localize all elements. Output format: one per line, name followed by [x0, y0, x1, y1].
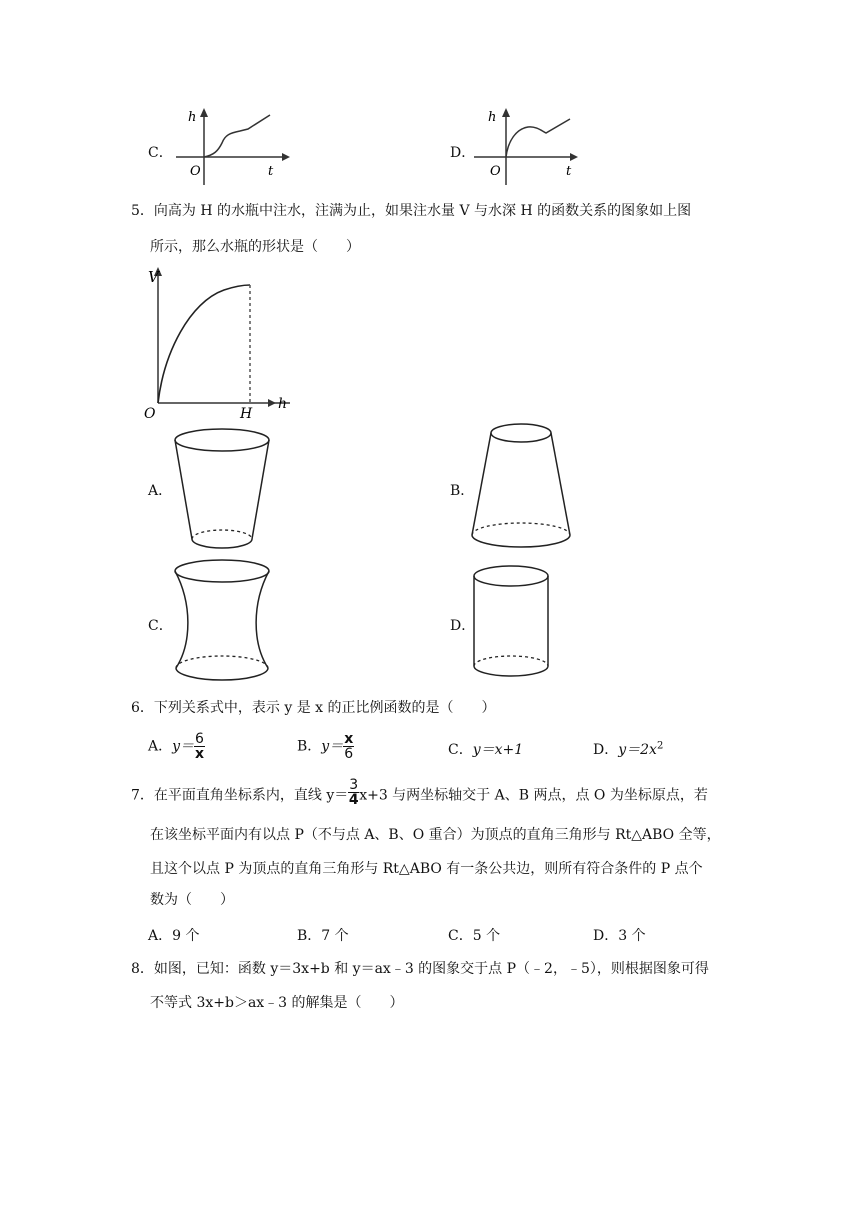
q6-option-c	[448, 739, 523, 759]
q6-stem: 6．下列关系式中，表示 y 是 x 的正比例函数的是（ ）	[131, 700, 496, 716]
q4c-axis-t: t	[268, 164, 274, 179]
q7-option-c: C．5 个	[448, 928, 501, 944]
q6-d-expr: y＝2x	[618, 742, 657, 758]
q6-a-lhs: y＝	[172, 738, 195, 755]
q4-option-c-label: C．	[148, 145, 173, 161]
q4d-origin: O	[490, 164, 501, 179]
q7-stem-line2: 在该坐标平面内有以点 P（不与点 A、B、O 重合）为顶点的直角三角形与 Rt△ABO 全等，	[150, 827, 721, 843]
q5-option-d-bottle	[470, 562, 560, 687]
q5-option-a-label: A．	[148, 483, 173, 499]
q5-option-c-bottle	[170, 558, 280, 688]
q7-stem-line3: 且这个以点 P 为顶点的直角三角形与 Rt△ABO 有一条公共边，则所有符合条件的 P 点个	[150, 861, 703, 877]
q8-stem-line2: 不等式 3x+b＞ax﹣3 的解集是（ ）	[150, 995, 404, 1011]
q6-b-lhs: y＝	[321, 738, 344, 755]
q6-b-label: B．	[297, 738, 322, 755]
q5-stem-line1: 5．向高为 H 的水瓶中注水，注满为止，如果注水量 V 与水深 H 的函数关系的图象如上图	[131, 203, 692, 219]
q5-option-c-label: C．	[148, 618, 173, 634]
q4c-axis-h: h	[188, 110, 197, 125]
q7-line1-a: 7．在平面直角坐标系内，直线 y＝	[131, 787, 349, 804]
q6-d-label: D．	[593, 742, 619, 758]
q6-c-expr: y＝x+1	[472, 742, 524, 758]
q7-fraction: $\frac{3}{4}$	[348, 777, 359, 808]
q5-option-b-bottle	[468, 420, 578, 555]
q5-volume-depth-graph	[140, 262, 300, 422]
q7-option-d: D．3 个	[593, 928, 646, 944]
q6-b-fraction: $\frac{x}{6}$	[344, 731, 354, 762]
q4-option-c-graph	[170, 105, 290, 190]
q5-stem-line2: 所示，那么水瓶的形状是（ ）	[150, 239, 360, 255]
q4c-origin: O	[190, 164, 201, 179]
q6-option-a	[148, 732, 205, 761]
q5-option-b-label: B．	[450, 483, 475, 499]
q7-line1-b: x+3 与两坐标轴交于 A、B 两点，点 O 为坐标原点，若	[359, 787, 708, 804]
q5-axis-v: V	[148, 268, 159, 286]
q8-stem-line1: 8．如图，已知：函数 y＝3x+b 和 y＝ax﹣3 的图象交于点 P（﹣2，﹣5），则根据图象可得	[131, 961, 709, 977]
q7-stem-line1	[131, 777, 708, 808]
q6-option-d	[593, 739, 663, 759]
q4-option-d-graph	[470, 105, 590, 190]
q4-option-d-label: D．	[450, 145, 476, 161]
q6-option-b	[297, 732, 354, 761]
q7-option-a: A．9 个	[148, 928, 200, 944]
q6-a-label: A．	[148, 738, 173, 755]
q6-c-label: C．	[448, 742, 473, 758]
q6-d-exponent: 2	[656, 740, 664, 752]
q5-axis-h: h	[278, 396, 288, 412]
q7-stem-line4: 数为（ ）	[150, 892, 234, 908]
q5-option-d-label: D．	[450, 618, 476, 634]
q5-origin: O	[144, 406, 156, 422]
q4d-axis-t: t	[566, 164, 572, 179]
q6-a-fraction: $\frac{6}{x}$	[194, 731, 205, 762]
q7-option-b: B．7 个	[297, 928, 349, 944]
q5-mark-H: H	[240, 406, 253, 422]
q5-option-a-bottle	[170, 425, 280, 555]
q4d-axis-h: h	[488, 110, 497, 125]
